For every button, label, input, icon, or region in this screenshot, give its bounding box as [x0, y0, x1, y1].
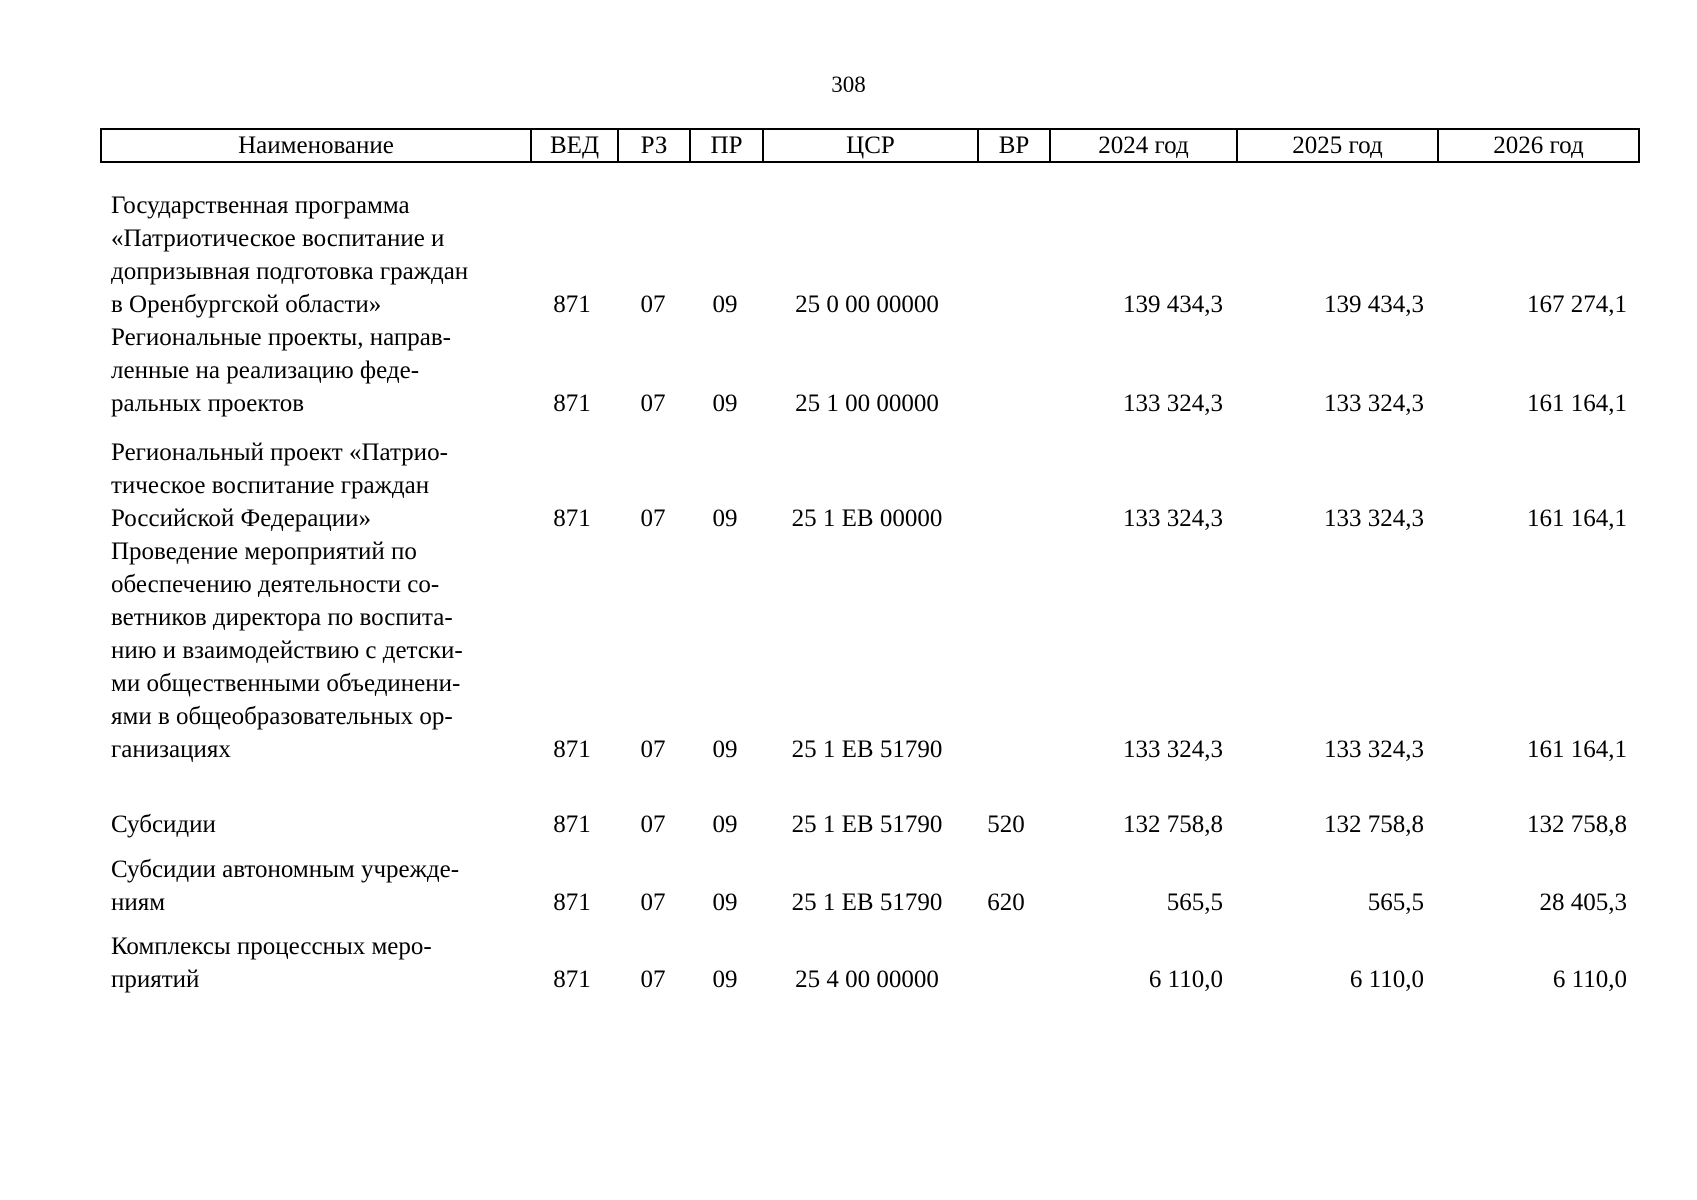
cell-2026: 167 274,1	[1527, 291, 1627, 318]
cell-2024: 565,5	[1166, 889, 1223, 916]
cell-pr: 09	[712, 811, 738, 838]
name-line: нию и взаимодействию с детски-	[111, 637, 463, 664]
cell-csr: 25 4 00 00000	[795, 966, 939, 993]
cell-ved: 871	[553, 505, 591, 532]
cell-2025: 139 434,3	[1324, 291, 1424, 318]
cell-csr: 25 1 00 00000	[795, 390, 939, 417]
cell-2024: 139 434,3	[1123, 291, 1223, 318]
cell-2026: 132 758,8	[1527, 811, 1627, 838]
header-ved: ВЕД	[531, 129, 618, 162]
name-line: «Патриотическое воспитание и	[111, 225, 445, 252]
table-header	[100, 128, 1640, 163]
cell-pr: 09	[712, 889, 738, 916]
cell-vr: 520	[987, 811, 1025, 838]
header-csr: ЦСР	[763, 129, 978, 162]
cell-pr: 09	[712, 390, 738, 417]
header-name: Наименование	[101, 129, 531, 162]
header-2026: 2026 год	[1438, 129, 1639, 162]
row-name	[111, 189, 531, 321]
cell-rz: 07	[640, 291, 666, 318]
row-name	[111, 321, 531, 420]
table-row	[0, 535, 1697, 766]
name-line: ральных проектов	[111, 390, 305, 417]
name-line: Региональные проекты, направ-	[111, 324, 451, 351]
name-line: Государственная программа	[111, 192, 410, 219]
header-2025: 2025 год	[1237, 129, 1438, 162]
cell-2025: 133 324,3	[1324, 736, 1424, 763]
cell-rz: 07	[640, 966, 666, 993]
name-line: допризывная подготовка граждан	[111, 258, 469, 285]
cell-2024: 133 324,3	[1123, 736, 1223, 763]
table-row	[0, 436, 1697, 535]
cell-csr: 25 1 ЕВ 51790	[791, 889, 943, 916]
header-rz: РЗ	[618, 129, 690, 162]
table-row	[0, 321, 1697, 420]
name-line: ями в общеобразовательных ор-	[111, 703, 453, 730]
cell-2024: 133 324,3	[1123, 505, 1223, 532]
name-line: ми общественными объединени-	[111, 670, 461, 697]
cell-2026: 161 164,1	[1527, 736, 1627, 763]
cell-rz: 07	[640, 505, 666, 532]
cell-2026: 6 110,0	[1552, 966, 1627, 993]
row-name	[111, 535, 531, 766]
cell-pr: 09	[712, 505, 738, 532]
name-line: Проведение мероприятий по	[111, 538, 417, 565]
name-line: Российской Федерации»	[111, 505, 372, 532]
name-line: тическое воспитание граждан	[111, 472, 430, 499]
row-name	[111, 808, 531, 841]
table-row	[0, 808, 1697, 841]
cell-2025: 132 758,8	[1324, 811, 1424, 838]
name-line: приятий	[111, 966, 200, 993]
name-line: ниям	[111, 889, 166, 916]
cell-ved: 871	[553, 390, 591, 417]
cell-2024: 133 324,3	[1123, 390, 1223, 417]
cell-csr: 25 1 ЕВ 00000	[791, 505, 943, 532]
cell-pr: 09	[712, 966, 738, 993]
cell-pr: 09	[712, 736, 738, 763]
cell-csr: 25 0 00 00000	[795, 291, 939, 318]
table-row	[0, 930, 1697, 996]
row-name	[111, 930, 531, 996]
cell-csr: 25 1 ЕВ 51790	[791, 811, 943, 838]
header-2024: 2024 год	[1050, 129, 1237, 162]
cell-2026: 28 405,3	[1539, 889, 1627, 916]
header-vr: ВР	[978, 129, 1050, 162]
header-pr: ПР	[690, 129, 763, 162]
cell-2025: 6 110,0	[1349, 966, 1424, 993]
cell-2026: 161 164,1	[1527, 390, 1627, 417]
cell-rz: 07	[640, 736, 666, 763]
cell-pr: 09	[712, 291, 738, 318]
table-row	[0, 189, 1697, 321]
name-line: Субсидии автономным учрежде-	[111, 856, 460, 883]
cell-ved: 871	[553, 889, 591, 916]
cell-2025: 133 324,3	[1324, 390, 1424, 417]
name-line: ветников директора по воспита-	[111, 604, 453, 631]
cell-2026: 161 164,1	[1527, 505, 1627, 532]
cell-vr: 620	[987, 889, 1025, 916]
cell-2025: 565,5	[1367, 889, 1424, 916]
page-number: 308	[831, 72, 866, 97]
name-line: обеспечению деятельности со-	[111, 571, 440, 598]
cell-ved: 871	[553, 966, 591, 993]
name-line: ленные на реализацию феде-	[111, 357, 420, 384]
cell-ved: 871	[553, 736, 591, 763]
name-line: Комплексы процессных меро-	[111, 933, 432, 960]
cell-2024: 6 110,0	[1148, 966, 1223, 993]
cell-rz: 07	[640, 811, 666, 838]
cell-rz: 07	[640, 390, 666, 417]
row-name	[111, 853, 531, 919]
name-line: ганизациях	[111, 736, 231, 763]
cell-ved: 871	[553, 811, 591, 838]
cell-2024: 132 758,8	[1123, 811, 1223, 838]
name-line: Региональный проект «Патрио-	[111, 439, 448, 466]
cell-2025: 133 324,3	[1324, 505, 1424, 532]
cell-rz: 07	[640, 889, 666, 916]
cell-ved: 871	[553, 291, 591, 318]
row-name	[111, 436, 531, 535]
name-line: в Оренбургской области»	[111, 291, 382, 318]
table-row	[0, 853, 1697, 919]
name-line: Субсидии	[111, 811, 216, 838]
cell-csr: 25 1 ЕВ 51790	[791, 736, 943, 763]
